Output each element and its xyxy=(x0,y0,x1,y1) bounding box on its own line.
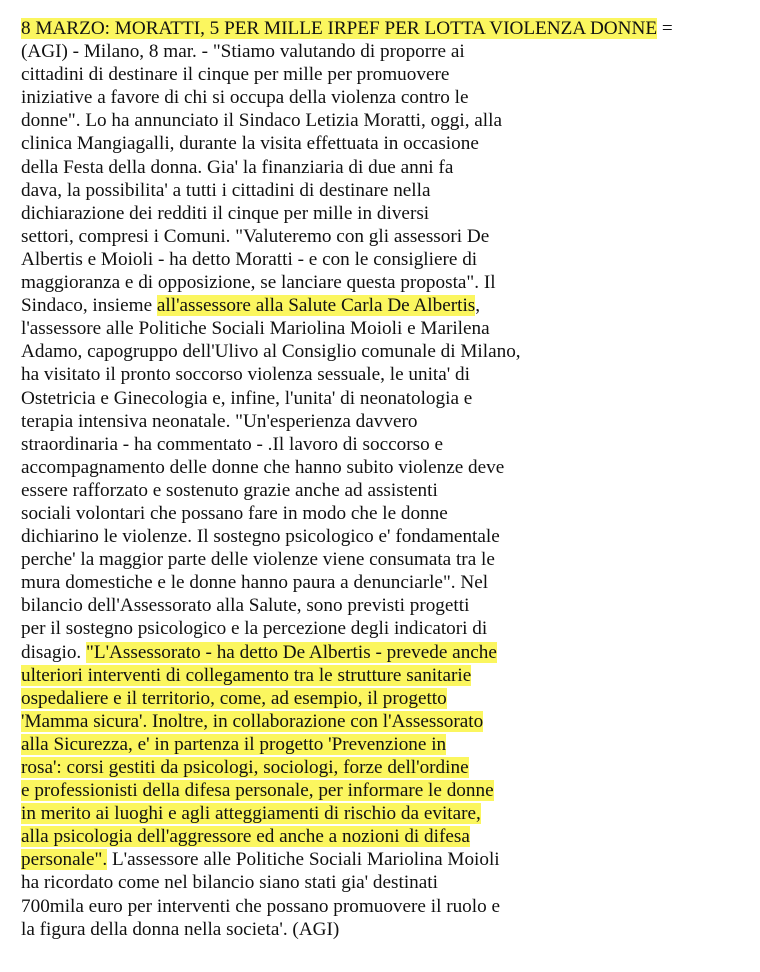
text-segment: della Festa della donna. Gia' la finanziaria di due anni fa xyxy=(21,156,454,178)
article-text-line xyxy=(21,802,751,825)
text-segment: (AGI) - Milano, 8 mar. - "Stiamo valutando di proporre ai xyxy=(21,41,465,63)
article-text-line xyxy=(21,410,751,433)
text-segment: bilancio dell'Assessorato alla Salute, sono previsti progetti xyxy=(21,595,470,617)
article-text-line xyxy=(21,317,751,340)
article-text-line xyxy=(21,248,751,271)
article-headline-line xyxy=(21,17,751,40)
article-text-line xyxy=(21,63,751,86)
text-segment: , xyxy=(475,295,481,317)
article-text-line xyxy=(21,225,751,248)
text-segment: 700mila euro per interventi che possano promuovere il ruolo e xyxy=(21,895,501,917)
article-text-line xyxy=(21,86,751,109)
text-segment: la figura della donna nella societa'. (AGI) xyxy=(21,918,340,940)
text-segment: per il sostegno psicologico e la percezione degli indicatori di xyxy=(21,618,488,640)
article-text-line xyxy=(21,687,751,710)
article-text-line xyxy=(21,664,751,687)
article-text-line xyxy=(21,179,751,202)
highlighted-text: in merito ai luoghi e agli atteggiamenti di rischio da evitare, xyxy=(21,803,481,825)
article-text-line xyxy=(21,918,751,941)
highlighted-text: all'assessore alla Salute Carla De Albertis xyxy=(156,295,476,317)
article-text-line xyxy=(21,340,751,363)
article-text-line xyxy=(21,502,751,525)
text-segment: perche' la maggior parte delle violenze viene consumata tra le xyxy=(21,549,495,571)
article-text-line xyxy=(21,756,751,779)
highlighted-text: personale". xyxy=(21,849,108,871)
article-text-line xyxy=(21,387,751,410)
highlighted-text: alla Sicurezza, e' in partenza il progetto 'Prevenzione in xyxy=(21,733,447,755)
text-segment: ha visitato il pronto soccorso violenza sessuale, le unita' di xyxy=(21,364,470,386)
article-text-line xyxy=(21,294,751,317)
article-text-line xyxy=(21,617,751,640)
text-segment: L'assessore alle Politiche Sociali Mariolina Moioli xyxy=(107,849,500,871)
text-segment: ha ricordato come nel bilancio siano stati gia' destinati xyxy=(21,872,438,894)
article-text-line xyxy=(21,479,751,502)
text-segment: Adamo, capogruppo dell'Ulivo al Consiglio comunale di Milano, xyxy=(21,341,521,363)
article-text-line xyxy=(21,733,751,756)
text-segment: Albertis e Moioli - ha detto Moratti - e con le consigliere di xyxy=(21,248,478,270)
article-text-line xyxy=(21,202,751,225)
article-text-line xyxy=(21,594,751,617)
text-segment: l'assessore alle Politiche Sociali Mariolina Moioli e Marilena xyxy=(21,318,490,340)
article-text-line xyxy=(21,641,751,664)
text-segment: sociali volontari che possano fare in modo che le donne xyxy=(21,502,448,524)
highlighted-text: ulteriori interventi di collegamento tra le strutture sanitarie xyxy=(21,664,472,686)
text-segment: terapia intensiva neonatale. "Un'esperienza davvero xyxy=(21,410,418,432)
highlighted-text: 'Mamma sicura'. Inoltre, in collaborazione con l'Assessorato xyxy=(21,710,484,732)
article-body xyxy=(21,17,751,941)
article-text-line xyxy=(21,271,751,294)
text-segment: dichiarino le violenze. Il sostegno psicologico e' fondamentale xyxy=(21,526,500,548)
article-text-line xyxy=(21,156,751,179)
article-text-line xyxy=(21,109,751,132)
text-segment: Ostetricia e Ginecologia e, infine, l'unita' di neonatologia e xyxy=(21,387,473,409)
text-segment: dava, la possibilita' a tutti i cittadini di destinare nella xyxy=(21,179,431,201)
highlighted-text: 8 MARZO: MORATTI, 5 PER MILLE IRPEF PER LOTTA VIOLENZA DONNE xyxy=(21,18,658,39)
text-segment: disagio. xyxy=(21,641,87,663)
text-segment: accompagnamento delle donne che hanno subito violenze deve xyxy=(21,456,505,478)
text-segment: straordinaria - ha commentato - .Il lavoro di soccorso e xyxy=(21,433,443,455)
text-segment: maggioranza e di opposizione, se lanciare questa proposta". Il xyxy=(21,272,496,294)
article-text-line xyxy=(21,433,751,456)
article-text-line xyxy=(21,895,751,918)
article-text-line xyxy=(21,40,751,63)
article-text-line xyxy=(21,456,751,479)
highlighted-text: alla psicologia dell'aggressore ed anche a nozioni di difesa xyxy=(21,826,470,848)
text-segment: donne". Lo ha annunciato il Sindaco Letizia Moratti, oggi, alla xyxy=(21,110,502,132)
text-segment: Sindaco, insieme xyxy=(21,295,157,317)
article-text-line xyxy=(21,525,751,548)
article-text-line xyxy=(21,848,751,871)
text-segment: settori, compresi i Comuni. "Valuteremo con gli assessori De xyxy=(21,225,490,247)
highlighted-text: "L'Assessorato - ha detto De Albertis - prevede anche xyxy=(86,641,497,663)
text-segment: cittadini di destinare il cinque per mille per promuovere xyxy=(21,64,450,86)
article-text-line xyxy=(21,710,751,733)
highlighted-text: ospedaliere e il territorio, come, ad esempio, il progetto xyxy=(21,687,447,709)
text-segment: iniziative a favore di chi si occupa della violenza contro le xyxy=(21,87,469,109)
highlighted-text: e professionisti della difesa personale, per informare le donne xyxy=(21,780,494,802)
highlighted-text: rosa': corsi gestiti da psicologi, sociologi, forze dell'ordine xyxy=(21,757,469,778)
text-segment: clinica Mangiagalli, durante la visita effettuata in occasione xyxy=(21,133,479,155)
text-segment: dichiarazione dei redditi il cinque per mille in diversi xyxy=(21,202,430,224)
article-text-line xyxy=(21,825,751,848)
article-text-line xyxy=(21,132,751,155)
text-segment: mura domestiche e le donne hanno paura a denunciarle". Nel xyxy=(21,572,489,594)
article-text-line xyxy=(21,571,751,594)
text-segment: = xyxy=(657,18,673,39)
article-text-line xyxy=(21,363,751,386)
text-segment: essere rafforzato e sostenuto grazie anche ad assistenti xyxy=(21,479,438,501)
article-text-line xyxy=(21,871,751,894)
article-text-line xyxy=(21,548,751,571)
article-text-line xyxy=(21,779,751,802)
